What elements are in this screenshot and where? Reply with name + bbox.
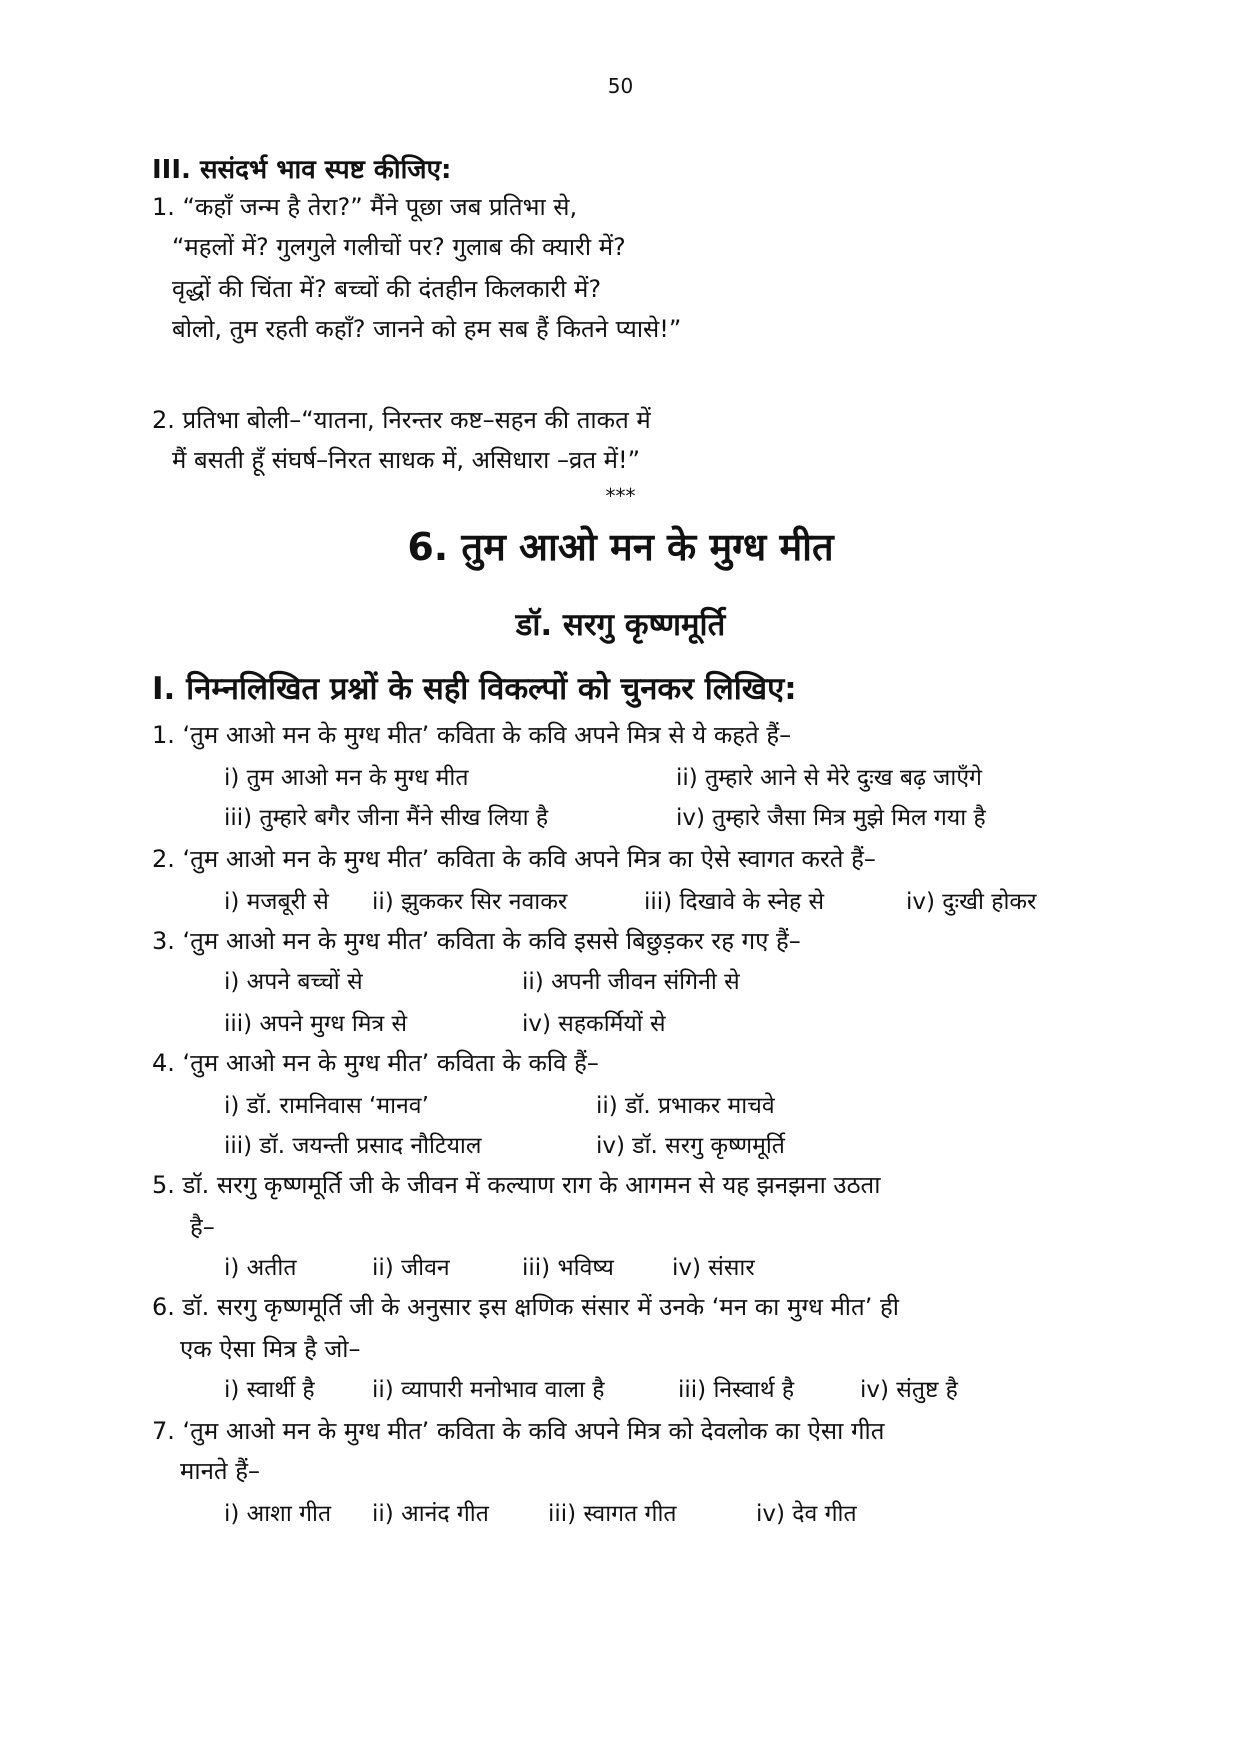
question-7-option: iv) देव गीत (756, 1501, 857, 1527)
section-3-heading: III. ससंदर्भ भाव स्पष्ट कीजिए: (152, 155, 452, 185)
section-1-heading: I. निम्नलिखित प्रश्नों के सही विकल्पों को चुनकर लिखिए: (152, 671, 797, 707)
question-1-option: iv) तुम्हारे जैसा मित्र मुझे मिल गया है (676, 805, 986, 831)
passage-1-line: बोलो, तुम रहती कहाँ? जानने को हम सब हैं कितने प्यासे!” (172, 315, 682, 343)
question-6-option: i) स्वार्थी है (224, 1377, 315, 1403)
question-3-option: ii) अपनी जीवन संगिनी से (522, 969, 740, 995)
question-2-option: i) मजबूरी से (224, 889, 329, 915)
question-5-option: i) अतीत (224, 1255, 297, 1281)
question-6-continuation: एक ऐसा मित्र है जो– (180, 1335, 361, 1363)
question-3-option: i) अपने बच्चों से (224, 969, 363, 995)
question-4-option: iii) डॉ. जयन्ती प्रसाद नौटियाल (224, 1133, 482, 1159)
question-3: 3. ‘तुम आओ मन के मुग्ध मीत’ कविता के कवि इससे बिछुड़कर रह गए हैं– (152, 927, 801, 955)
question-1-option: iii) तुम्हारे बगैर जीना मैंने सीख लिया है (224, 805, 549, 831)
question-5: 5. डॉ. सरगु कृष्णमूर्ति जी के जीवन में कल्याण राग के आगमन से यह झनझना उठता (152, 1171, 881, 1199)
question-6-option: ii) व्यापारी मनोभाव वाला है (372, 1377, 605, 1403)
question-4-option: i) डॉ. रामनिवास ‘मानव’ (224, 1093, 429, 1119)
question-5-option: iv) संसार (672, 1255, 755, 1281)
question-7-option: i) आशा गीत (224, 1501, 332, 1527)
question-2-option: iii) दिखावे के स्नेह से (644, 889, 825, 915)
question-7-continuation: मानते हैं– (180, 1457, 260, 1485)
question-2-option: iv) दुःखी होकर (906, 889, 1037, 915)
question-2: 2. ‘तुम आओ मन के मुग्ध मीत’ कविता के कवि अपने मित्र का ऐसे स्वागत करते हैं– (152, 845, 876, 873)
section-separator: *** (605, 484, 636, 508)
question-3-option: iv) सहकर्मियों से (522, 1011, 666, 1037)
question-1-option: ii) तुम्हारे आने से मेरे दुःख बढ़ जाएँगे (676, 765, 982, 791)
question-6: 6. डॉ. सरगु कृष्णमूर्ति जी के अनुसार इस क्षणिक संसार में उनके ‘मन का मुग्ध मीत’ ही (152, 1293, 899, 1321)
question-7: 7. ‘तुम आओ मन के मुग्ध मीत’ कविता के कवि अपने मित्र को देवलोक का ऐसा गीत (152, 1417, 885, 1445)
question-7-option: ii) आनंद गीत (372, 1501, 489, 1527)
question-3-option: iii) अपने मुग्ध मित्र से (224, 1011, 408, 1037)
question-5-option: iii) भविष्य (522, 1255, 614, 1281)
question-4-option: iv) डॉ. सरगु कृष्णमूर्ति (596, 1133, 785, 1159)
passage-1-line: “महलों में? गुलगुले गलीचों पर? गुलाब की क्यारी में? (172, 233, 626, 261)
question-1-option: i) तुम आओ मन के मुग्ध मीत (224, 765, 469, 791)
chapter-title: 6. तुम आओ मन के मुग्ध मीत (407, 525, 834, 569)
chapter-author: डॉ. सरगु कृष्णमूर्ति (515, 607, 726, 643)
question-1: 1. ‘तुम आओ मन के मुग्ध मीत’ कविता के कवि अपने मित्र से ये कहते हैं– (152, 721, 792, 749)
question-5-continuation: है– (190, 1213, 215, 1241)
page-number: 50 (607, 74, 634, 98)
question-2-option: ii) झुककर सिर नवाकर (372, 889, 568, 915)
question-5-option: ii) जीवन (372, 1255, 450, 1281)
question-7-option: iii) स्वागत गीत (548, 1501, 677, 1527)
question-4-option: ii) डॉ. प्रभाकर माचवे (596, 1093, 775, 1119)
passage-2-line: मैं बसती हूँ संघर्ष–निरत साधक में, असिधारा –व्रत में!” (172, 446, 641, 474)
question-6-option: iii) निस्वार्थ है (678, 1377, 795, 1403)
question-6-option: iv) संतुष्ट है (860, 1377, 958, 1403)
passage-2-line: 2. प्रतिभा बोली–“यातना, निरन्तर कष्ट–सहन की ताकत में (152, 406, 651, 434)
question-4: 4. ‘तुम आओ मन के मुग्ध मीत’ कविता के कवि हैं– (152, 1049, 599, 1077)
passage-1-line: 1. “कहाँ जन्म है तेरा?” मैंने पूछा जब प्रतिभा से, (152, 193, 578, 221)
passage-1-line: वृद्धों की चिंता में? बच्चों की दंतहीन किलकारी में? (172, 275, 602, 303)
